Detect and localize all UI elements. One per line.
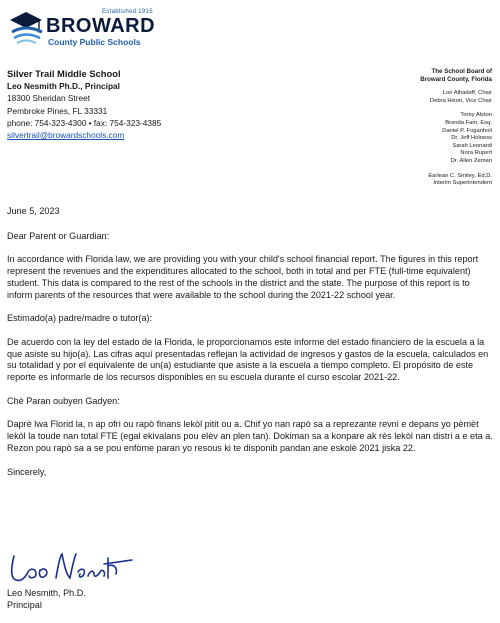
logo-established: Established 1915 [102,9,153,15]
signer-title: Principal [7,599,42,610]
superintendent-title: Interim Superintendent [433,180,492,187]
creole-paragraph: Daprè lwa Florid la, n ap ofri ou rapò finans lekòl pitit ou a. Chif yo nan rapò sa a reprezante revni e depans yo pèmèt lekòl la toude nan total FTE (egal ekivalans pou elèv an plen tan). Dokiman sa a konpare ak rès lekòl nan distri a e eta a. Rezon pou rapò sa a se pou enfòme paran yo resous ki te disponib pandan ane eskolè 2021 jiska 22. [7,419,493,453]
board-member: Debra Hixon, Vice Chair [429,97,492,104]
board-member: Dr. Jeff Holness [451,135,492,142]
school-principal: Leo Nesmith Ph.D., Principal [7,81,120,92]
superintendent-name: Earlean C. Smiley, Ed.D. [428,172,492,179]
school-board-list [352,68,492,188]
board-member: Dr. Allen Zeman [450,157,492,164]
english-salutation: Dear Parent or Guardian: [7,230,110,241]
graduation-cap-icon [6,6,46,50]
letter-date: June 5, 2023 [7,206,60,216]
closing-sincerely: Sincerely, [7,466,47,477]
board-member: Torey Alston [460,112,492,119]
board-member: Daniel P. Foganholi [442,127,492,134]
english-paragraph: In accordance with Florida law, we are providing you with your child's school financial report. The figures in this report represent the revenues and the expenditures allocated to the school, both in total and per FTE (full-time equivalent) student. This data is compared to the rest of the schools in the district and the state. The purpose of this report is to inform parents of the resources that were available to the school during the 2021-22 school year. [7,254,479,300]
board-member: Brenda Fam, Esq. [445,119,492,126]
school-address-line1: 18300 Sheridan Street [7,93,91,104]
board-member: Nora Rupert [460,150,492,157]
letter-body [7,206,495,478]
spanish-paragraph: De acuerdo con la ley del estado de la Florida, le proporcionamos este informe del estado financiero de la escuela a la que asiste su hijo(a). Las cifras aquí presentadas reflejan la actividad de ingresos y gastos de la escuela, calculados en su totalidad y por el equivalente de un(a) estudiante que asiste a la escuela a tiempo completo. El propósito de este reporte es informarle de los recursos disponibles en su escuela durante el curso escolar 2021-22. [7,336,489,383]
logo-subtitle: County Public Schools [48,37,141,47]
board-title-line1: The School Board of [431,68,492,75]
school-phone: phone: 754-323-4300 • fax: 754-323-4385 [7,117,162,128]
school-address-line2: Pembroke Pines, FL 33331 [7,105,108,116]
logo-name: BROWARD [46,15,156,37]
board-title-line2: Broward County, Florida [420,75,492,83]
creole-salutation: Chè Paran oubyen Gadyen: [7,395,120,406]
board-member: Sarah Leonardi [452,142,492,149]
school-name: Silver Trail Middle School [7,68,121,79]
spanish-salutation: Estimado(a) padre/madre o tutor(a): [7,313,153,324]
school-info [7,68,161,141]
board-member: Lori Alhadeff, Chair [442,90,492,97]
signer-block [7,588,86,611]
signature-image [8,548,138,588]
broward-logo [6,6,166,50]
signer-name: Leo Nesmith, Ph.D. [7,588,86,598]
school-email-link[interactable]: silvertrail@browardschools.com [7,130,125,141]
